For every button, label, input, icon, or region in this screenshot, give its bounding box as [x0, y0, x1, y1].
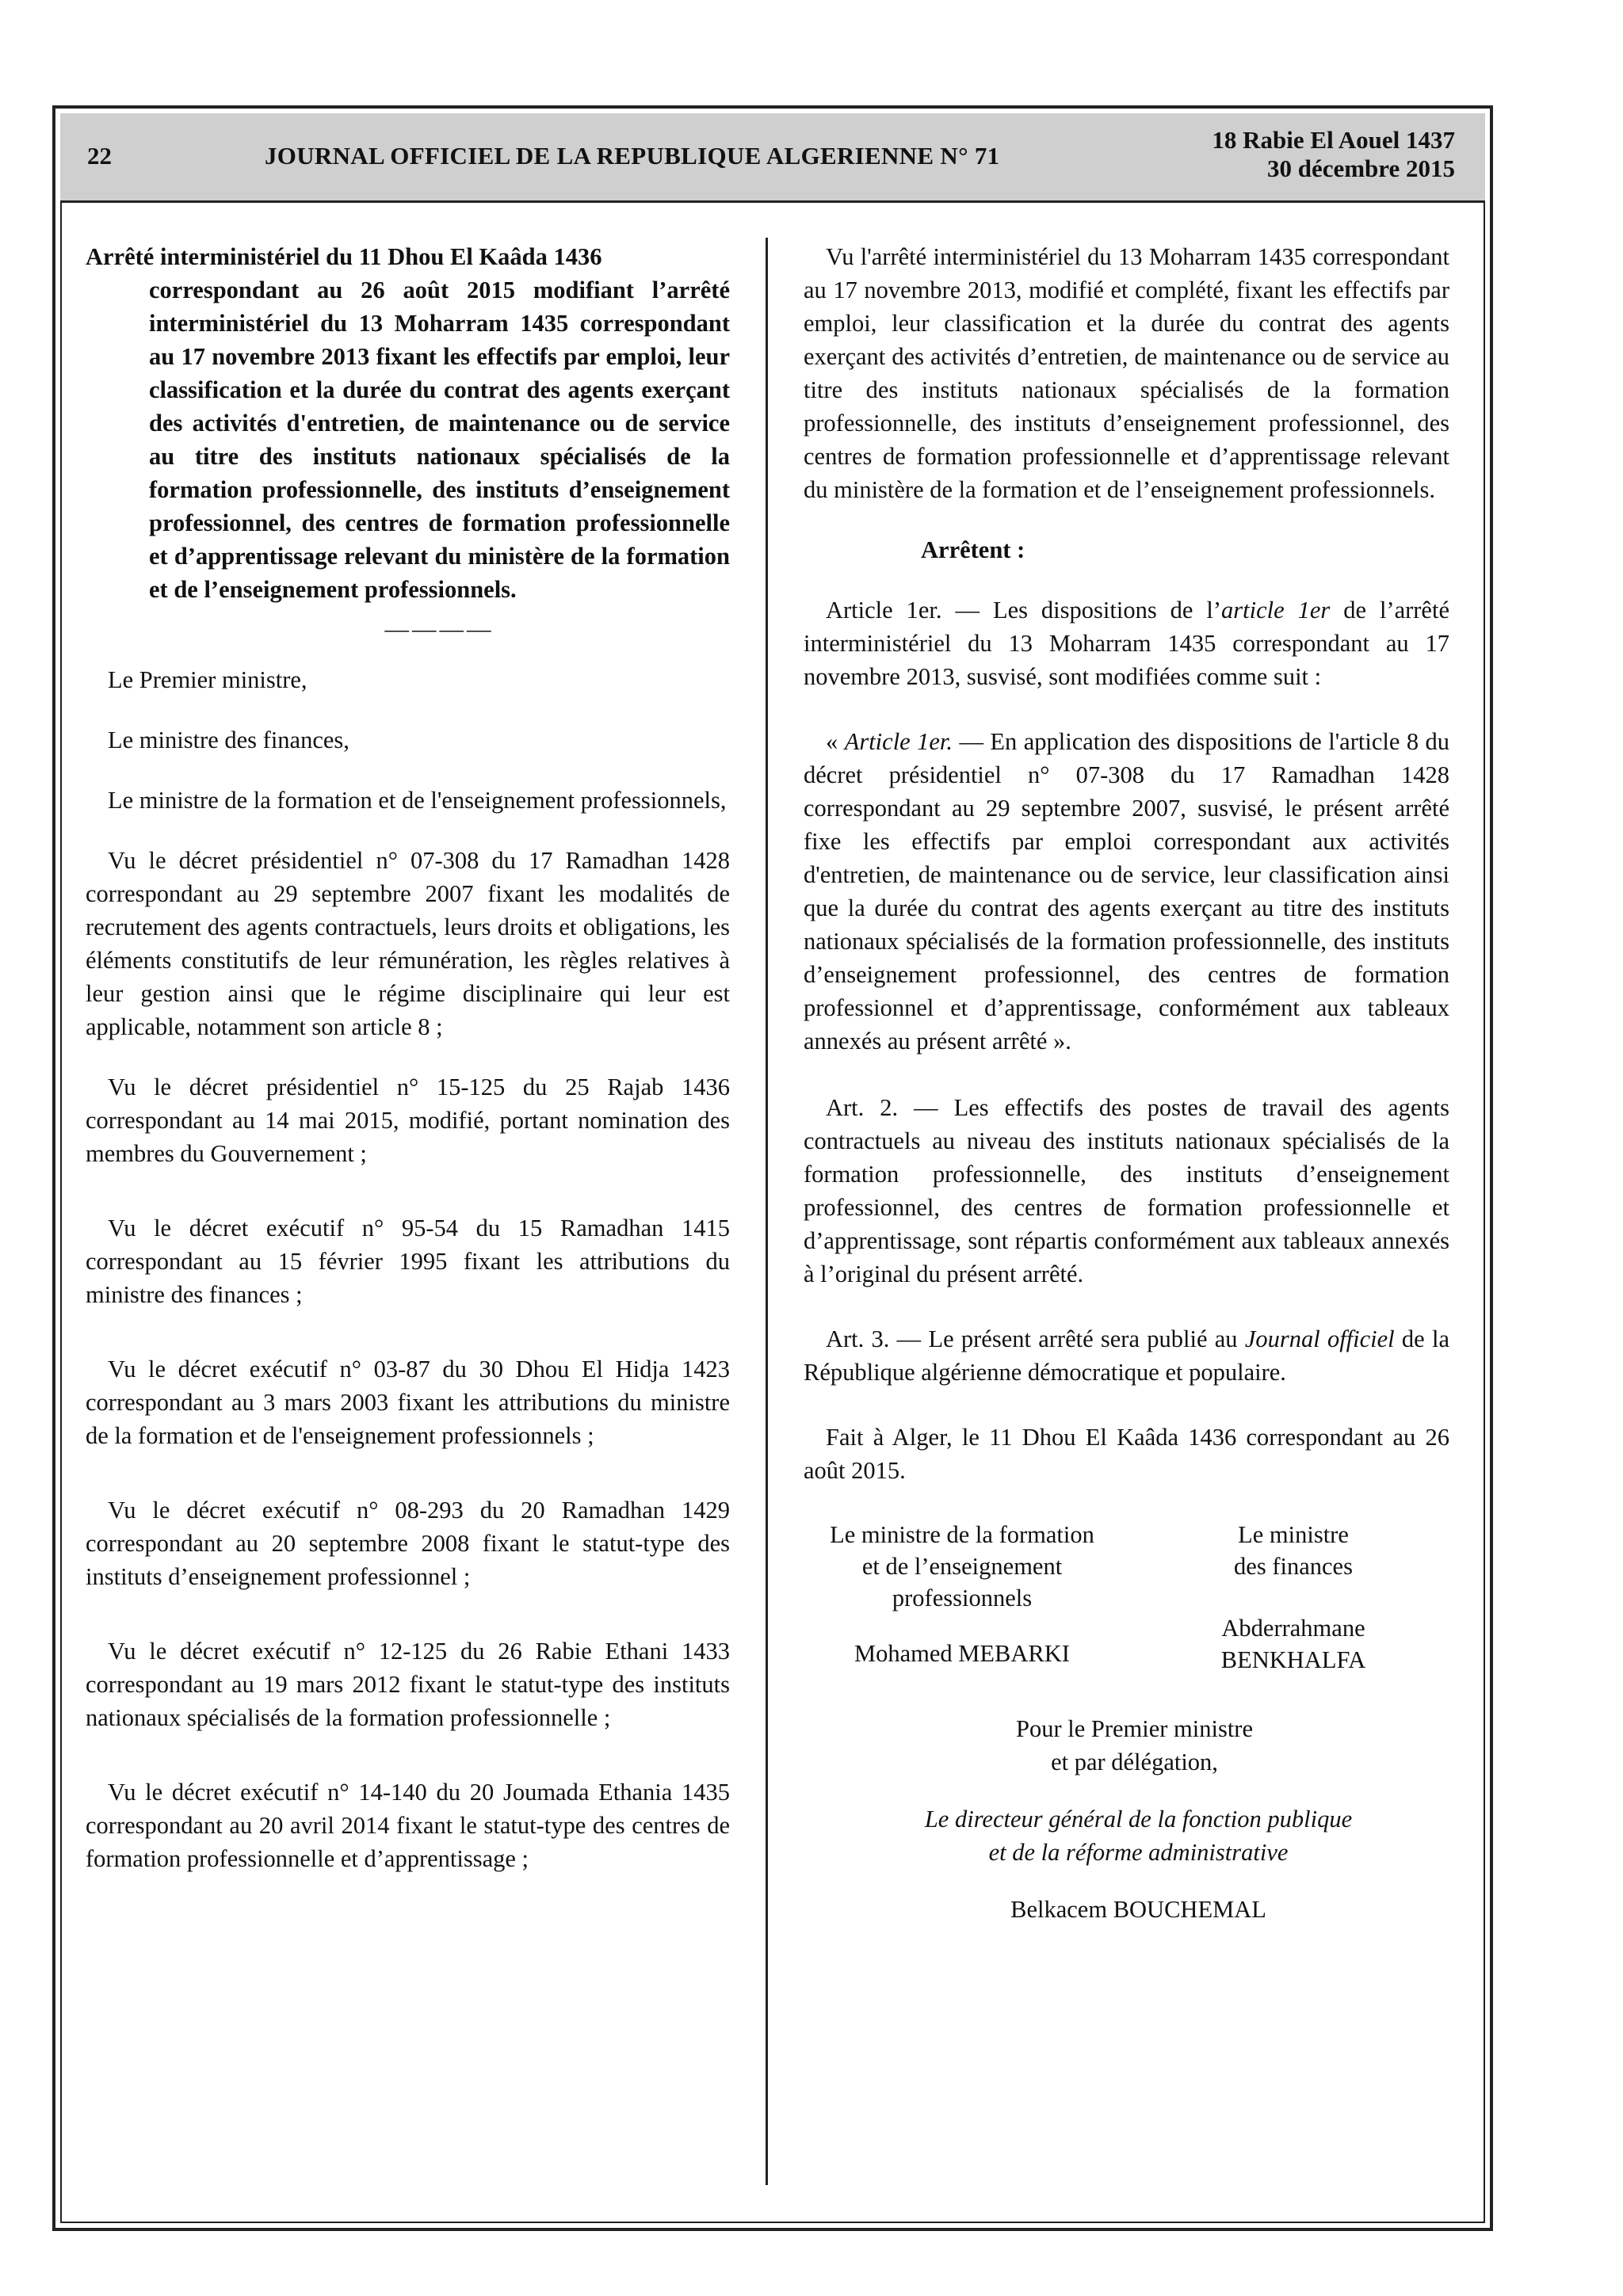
pm-line2: et par délégation,: [1051, 1749, 1218, 1775]
vu-decret-03-87: Vu le décret exécutif n° 03-87 du 30 Dhou El Hidja 1423 correspondant au 3 mars 2003 fixant les attributions du ministre de la formation et de l'enseignement professionnels ;: [86, 1356, 730, 1449]
fait-a-alger: Fait à Alger, le 11 Dhou El Kaâda 1436 correspondant au 26 août 2015.: [804, 1424, 1449, 1484]
sig-finances-name-line2: BENKHALFA: [1220, 1646, 1366, 1673]
dg-line1: Le directeur général de la fonction publique: [924, 1806, 1353, 1833]
article-3-text-b: de la République algérienne démocratique et populaire.: [804, 1325, 1449, 1386]
quote-label: Article 1er.: [844, 728, 953, 755]
date-gregorian: 30 décembre 2015: [1266, 154, 1455, 182]
sig-formation-line2: et de l’enseignement: [861, 1553, 1063, 1580]
signatures: [804, 1519, 1449, 1701]
vu-decret-08-293: Vu le décret exécutif n° 08-293 du 20 Ramadhan 1429 correspondant au 20 septembre 2008 fixant le statut-type des instituts d’enseignement professionnel ;: [86, 1497, 730, 1590]
page-number: 22: [87, 142, 112, 170]
column-divider: [766, 238, 768, 2185]
vu-decret-12-125: Vu le décret exécutif n° 12-125 du 26 Rabie Ethani 1433 correspondant au 19 mars 2012 fixant le statut-type des instituts nationaux spécialisés de la formation professionnelle ;: [86, 1638, 730, 1731]
left-column: [86, 240, 730, 1875]
article-1er-text-b: de l’arrêté interministériel du 13 Moharram 1435 correspondant au 17 novembre 2013, susvisé, sont modifiées comme suit :: [804, 597, 1449, 690]
vu-decret-07-308: Vu le décret présidentiel n° 07-308 du 17 Ramadhan 1428 correspondant au 29 septembre 2007 fixant les modalités de recrutement des agents contractuels, leurs droits et obligations, les éléments constitutifs de leur rémunération, les règles relatives à leur gestion ainsi que le régime disciplinaire qui leur est applicable, notamment son article 8 ;: [86, 847, 730, 1040]
pm-line1: Pour le Premier ministre: [1015, 1715, 1253, 1742]
decree-title: [86, 240, 730, 606]
sig-finances-name-line1: Abderrahmane: [1221, 1615, 1365, 1642]
article-3: [804, 1322, 1449, 1389]
decree-title-first-line: Arrêté interministériel du 11 Dhou El Kaâda 1436: [86, 243, 602, 270]
dg-line2: et de la réforme administrative: [988, 1839, 1289, 1866]
date-hijri: 18 Rabie El Aouel 1437: [1212, 126, 1455, 154]
article-1er-italic: article 1er: [1221, 597, 1331, 624]
premier-ministre: Le Premier ministre,: [108, 666, 307, 693]
ministre-finances: Le ministre des finances,: [108, 727, 349, 753]
quote-open: «: [826, 728, 845, 755]
vu-arrete-13-moharram: Vu l'arrêté interministériel du 13 Moharram 1435 correspondant au 17 novembre 2013, modifié et complété, fixant les effectifs par emploi, leur classification et la durée du contrat des agents exerçant des activités d’entretien, de maintenance ou de service au titre des instituts nationaux spécialisés de la formation professionnelle, des instituts d’enseignement professionnel, des centres de formation professionnelle et d’apprentissage relevant du ministère de la formation et de l’enseignement professionnels.: [804, 243, 1449, 503]
sig-formation-line3: professionnels: [892, 1585, 1033, 1611]
pour-premier-ministre: [804, 1712, 1449, 1779]
dg-name: Belkacem BOUCHEMAL: [1010, 1896, 1266, 1923]
vu-decret-15-125: Vu le décret présidentiel n° 15-125 du 25 Rajab 1436 correspondant au 14 mai 2015, modifié, portant nomination des membres du Gouvernement ;: [86, 1074, 730, 1167]
directeur-general: [804, 1802, 1449, 1869]
article-1er-text-a: — Les dispositions de l’: [941, 597, 1222, 624]
article-3-italic: Journal officiel: [1244, 1325, 1395, 1352]
article-2: Art. 2. — Les effectifs des postes de travail des agents contractuels au niveau des instituts nationaux spécialisés de la formation professionnelle, des instituts d’enseignement professionnel, des centres de formation professionnelle et d’apprentissage, sont répartis conformément aux tableaux annexés à l’original du présent arrêté.: [804, 1094, 1449, 1287]
header-date: [1212, 126, 1455, 183]
sig-formation-line1: Le ministre de la formation: [830, 1521, 1094, 1548]
arretent-heading: Arrêtent :: [921, 536, 1025, 563]
journal-header: [60, 113, 1485, 203]
article-1er-quote: [804, 725, 1449, 1058]
signature-ministre-formation: [804, 1519, 1121, 1669]
sig-formation-name: Mohamed MEBARKI: [854, 1640, 1070, 1667]
quote-text: — En application des dispositions de l'article 8 du décret présidentiel n° 07-308 du 17 Ramadhan 1428 correspondant au 29 septembre 2007, susvisé, le présent arrêté fixe les effectifs par emploi correspondant aux activités d'entretien, de maintenance ou de service, leur classification ainsi que la durée du contrat des agents exerçant au titre des instituts nationaux spécialisés de la formation professionnelle, des instituts d’enseignement professionnel, des centres de formation professionnel et d’apprentissage, conformément aux tableaux annexés au présent arrêté ».: [804, 728, 1450, 1055]
ministre-formation: Le ministre de la formation et de l'enseignement professionnels,: [108, 787, 727, 814]
vu-decret-95-54: Vu le décret exécutif n° 95-54 du 15 Ramadhan 1415 correspondant au 15 février 1995 fixant les attributions du ministre des finances ;: [86, 1215, 730, 1308]
vu-decret-14-140: Vu le décret exécutif n° 14-140 du 20 Joumada Ethania 1435 correspondant au 20 avril 2014 fixant le statut-type des centres de formation professionnelle et d’apprentissage ;: [86, 1779, 730, 1872]
title-separator: ————: [384, 616, 495, 643]
journal-title: JOURNAL OFFICIEL DE LA REPUBLIQUE ALGERIENNE N° 71: [265, 142, 1000, 170]
decree-title-rest: correspondant au 26 août 2015 modifiant l’arrêté interministériel du 13 Moharram 1435 correspondant au 17 novembre 2013 fixant les effectifs par emploi, leur classification et la durée du contrat des agents exerçant des activités d'entretien, de maintenance ou de service au titre des instituts nationaux spécialisés de la formation professionnelle, des instituts d’enseignement professionnel, des centres de formation professionnelle et d’apprentissage relevant du ministère de la formation et de l’enseignement professionnels.: [149, 277, 730, 603]
article-1er-label: Article 1er.: [826, 597, 942, 624]
sig-finances-line1: Le ministre: [1238, 1521, 1349, 1548]
sig-finances-line2: des finances: [1234, 1553, 1353, 1580]
right-column: [804, 240, 1449, 1926]
article-1er: [804, 593, 1449, 693]
signature-ministre-finances: [1174, 1519, 1412, 1676]
article-3-text-a: Art. 3. — Le présent arrêté sera publié au: [826, 1325, 1245, 1352]
